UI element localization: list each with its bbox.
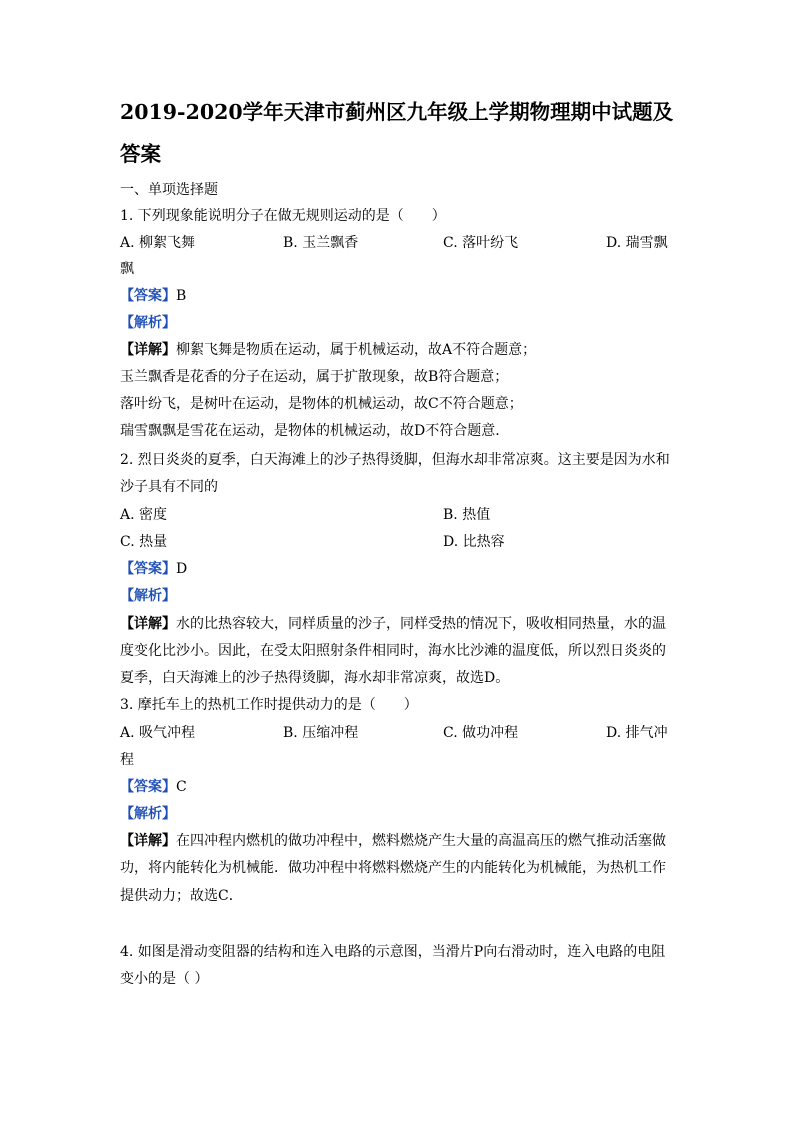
question-1-option-a: A. 柳絮飞舞 — [120, 235, 196, 251]
answer-label: 【答案】 — [120, 779, 176, 795]
question-2-option-b: B. 热值 — [443, 507, 491, 523]
question-3-option-b: B. 压缩冲程 — [283, 725, 359, 741]
question-1-option-c: C. 落叶纷飞 — [443, 235, 519, 251]
question-1-option-d-wrap: 飘 — [120, 261, 134, 277]
question-2-detail-line-2: 度变化比沙小。因此，在受太阳照射条件相同时，海水比沙滩的温度低，所以烈日炎炎的 — [120, 643, 666, 659]
analysis-label: 【解析】 — [120, 588, 176, 604]
detail-label: 【详解】 — [120, 833, 176, 849]
question-3-detail-line-3: 提供动力；故选C． — [120, 888, 243, 904]
question-1-answer: 【答案】B — [120, 288, 187, 304]
detail-label: 【详解】 — [120, 342, 176, 358]
question-2-stem-line-1: 2. 烈日炎炎的夏季，白天海滩上的沙子热得烫脚，但海水却非常凉爽。这主要是因为水和 — [120, 452, 670, 468]
question-1-detail-line-2: 玉兰飘香是花香的分子在运动，属于扩散现象，故B符合题意； — [120, 369, 509, 385]
question-3-option-a: A. 吸气冲程 — [120, 725, 196, 741]
question-3-detail-line-2: 功，将内能转化为机械能．做功冲程中将燃料燃烧产生的内能转化为机械能，为热机工作 — [120, 860, 666, 876]
analysis-label: 【解析】 — [120, 806, 176, 822]
question-3-option-d: D. 排气冲 — [606, 725, 668, 741]
document-title-line-1: 2019-2020学年天津市蓟州区九年级上学期物理期中试题及 — [120, 100, 674, 124]
question-4-stem-line-2: 变小的是（ ） — [120, 971, 209, 987]
question-2-detail-line-3: 夏季，白天海滩上的沙子热得烫脚，海水却非常凉爽，故选D。 — [120, 670, 510, 686]
question-3-option-c: C. 做功冲程 — [443, 725, 519, 741]
question-3-answer: 【答案】C — [120, 779, 187, 795]
question-2-detail-line-1: 【详解】水的比热容较大，同样质量的沙子，同样受热的情况下，吸收相同热量，水的温 — [120, 616, 666, 632]
answer-label: 【答案】 — [120, 288, 176, 304]
answer-label: 【答案】 — [120, 561, 176, 577]
question-2-stem-line-2: 沙子具有不同的 — [120, 479, 218, 495]
analysis-label: 【解析】 — [120, 315, 176, 331]
document-title-line-2: 答案 — [120, 142, 161, 166]
question-1-detail-line-3: 落叶纷飞，是树叶在运动，是物体的机械运动，故C不符合题意； — [120, 396, 523, 412]
question-1-stem: 1. 下列现象能说明分子在做无规则运动的是（ ） — [120, 208, 446, 224]
question-3-analysis-label — [120, 804, 680, 824]
question-3-stem: 3. 摩托车上的热机工作时提供动力的是（ ） — [120, 697, 418, 713]
question-2-analysis-label — [120, 586, 680, 606]
question-1-option-b: B. 玉兰飘香 — [283, 235, 359, 251]
question-3-option-d-wrap: 程 — [120, 752, 134, 768]
question-2-option-d: D. 比热容 — [443, 534, 505, 550]
question-1-detail-line-4: 瑞雪飘飘是雪花在运动，是物体的机械运动，故D不符合题意. — [120, 423, 500, 439]
question-4-stem-line-1: 4. 如图是滑动变阻器的结构和连入电路的示意图，当滑片P向右滑动时，连入电路的电阻 — [120, 944, 666, 960]
question-2-option-c: C. 热量 — [120, 534, 168, 550]
question-1-detail-line-1: 【详解】柳絮飞舞是物质在运动，属于机械运动，故A不符合题意； — [120, 342, 537, 358]
question-2-answer: 【答案】D — [120, 561, 188, 577]
question-1-analysis-label — [120, 313, 680, 333]
question-2-option-a: A. 密度 — [120, 507, 168, 523]
question-3-detail-line-1: 【详解】在四冲程内燃机的做功冲程中，燃料燃烧产生大量的高温高压的燃气推动活塞做 — [120, 833, 666, 849]
detail-label: 【详解】 — [120, 616, 176, 632]
section-heading: 一、单项选择题 — [120, 182, 218, 198]
question-1-option-d: D. 瑞雪飘 — [606, 235, 668, 251]
